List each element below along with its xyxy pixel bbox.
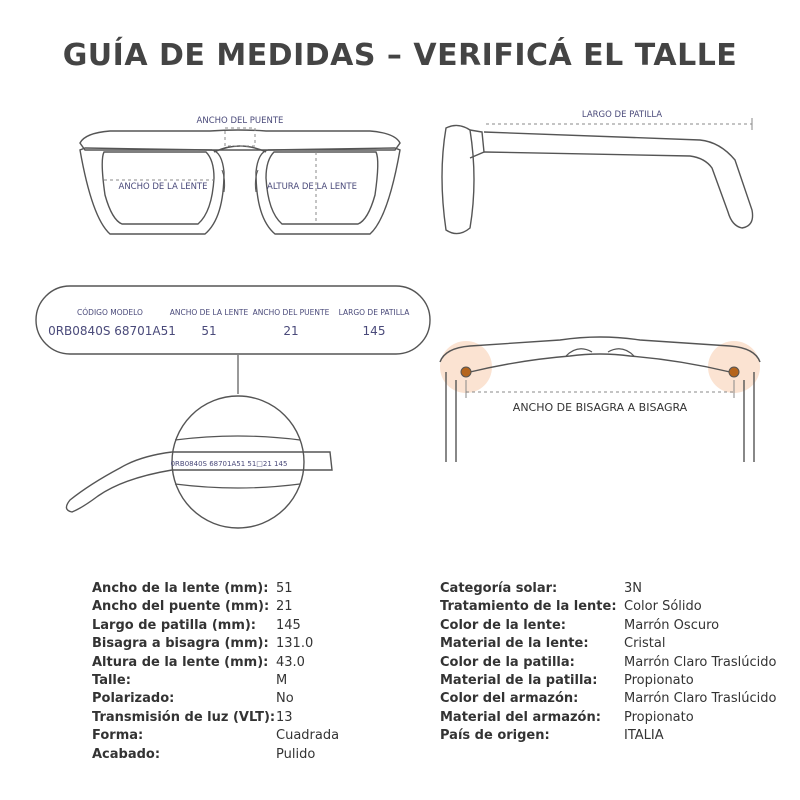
temple-inscription: 0RB0840S 68701A51 51□21 145	[170, 460, 288, 468]
spec-value: 21	[276, 599, 293, 615]
specs-left-list	[92, 580, 339, 764]
spec-value: Color Sólido	[624, 599, 702, 615]
spec-value: 51	[276, 581, 293, 596]
page-title: GUÍA DE MEDIDAS – VERIFICÁ EL TALLE	[62, 38, 738, 73]
spec-key: Color de la patilla:	[440, 654, 575, 670]
code-header-lens: ANCHO DE LA LENTE	[169, 308, 249, 317]
spec-value: 13	[276, 709, 293, 725]
hinge-view-glasses	[440, 337, 760, 462]
spec-key: Bisagra a bisagra (mm):	[92, 636, 269, 652]
front-view-measure-lines	[104, 128, 316, 224]
spec-row	[92, 654, 339, 672]
spec-key: Material de la patilla:	[440, 673, 598, 689]
code-header-temple: LARGO DE PATILLA	[338, 308, 410, 317]
spec-row	[92, 709, 339, 727]
spec-row	[92, 746, 339, 764]
spec-row	[92, 635, 339, 653]
spec-row	[440, 672, 776, 690]
temple-length-label: LARGO DE PATILLA	[581, 110, 663, 120]
spec-key: Ancho de la lente (mm):	[92, 581, 269, 596]
spec-value: M	[276, 673, 288, 689]
spec-value: 43.0	[276, 654, 305, 670]
spec-key: Tratamiento de la lente:	[440, 599, 617, 615]
spec-row	[92, 672, 339, 690]
specs-right-list	[440, 580, 776, 746]
spec-row	[440, 635, 776, 653]
spec-key: Color del armazón:	[440, 691, 579, 707]
spec-key: Material de la lente:	[440, 636, 589, 652]
spec-value: 3N	[624, 581, 642, 596]
spec-row	[92, 727, 339, 745]
spec-value: Marrón Claro Traslúcido	[624, 654, 777, 670]
spec-row	[440, 617, 776, 635]
spec-row	[440, 709, 776, 727]
code-value-temple: 145	[362, 324, 386, 338]
spec-row	[92, 598, 339, 616]
spec-value: Cuadrada	[276, 728, 340, 744]
side-view-glasses	[442, 125, 753, 233]
code-header-model: CÓDIGO MODELO	[77, 308, 143, 317]
spec-key: País de origen:	[440, 728, 550, 744]
spec-value: Propionato	[624, 673, 694, 689]
spec-key: Polarizado:	[92, 691, 175, 707]
model-code-box	[36, 286, 430, 354]
code-value-model: 0RB0840S 68701A51	[48, 324, 176, 338]
spec-key: Largo de patilla (mm):	[92, 617, 257, 633]
spec-value: 145	[276, 617, 301, 633]
code-value-bridge: 21	[283, 324, 299, 338]
spec-key: Talle:	[92, 673, 131, 689]
hinge-width-label: ANCHO DE BISAGRA A BISAGRA	[512, 401, 688, 414]
spec-value: Marrón Claro Traslúcido	[624, 691, 777, 707]
spec-row	[440, 580, 776, 598]
spec-key: Categoría solar:	[440, 581, 558, 596]
spec-row	[440, 690, 776, 708]
spec-value: No	[276, 691, 294, 707]
spec-value: Cristal	[624, 636, 666, 652]
hinge-measure-line	[466, 380, 734, 398]
spec-value: Propionato	[624, 709, 694, 725]
spec-row	[440, 654, 776, 672]
spec-key: Color de la lente:	[440, 617, 566, 633]
spec-value: ITALIA	[624, 728, 664, 744]
code-value-lens: 51	[201, 324, 217, 338]
lens-width-label: ANCHO DE LA LENTE	[118, 182, 208, 192]
spec-value: 131.0	[276, 636, 314, 652]
spec-row	[92, 580, 339, 598]
spec-key: Transmisión de luz (VLT):	[92, 709, 276, 725]
spec-row	[440, 598, 776, 616]
spec-row	[92, 690, 339, 708]
spec-row	[440, 727, 776, 745]
bridge-width-label: ANCHO DEL PUENTE	[196, 116, 284, 126]
spec-key: Material del armazón:	[440, 709, 601, 725]
spec-value: Pulido	[276, 746, 316, 762]
spec-key: Forma:	[92, 728, 144, 744]
spec-value: Marrón Oscuro	[624, 617, 720, 633]
spec-row	[92, 617, 339, 635]
lens-height-label: ALTURA DE LA LENTE	[267, 182, 357, 192]
spec-key: Acabado:	[92, 746, 161, 762]
spec-key: Altura de la lente (mm):	[92, 654, 269, 670]
code-header-bridge: ANCHO DEL PUENTE	[252, 308, 330, 317]
spec-key: Ancho del puente (mm):	[92, 599, 270, 615]
